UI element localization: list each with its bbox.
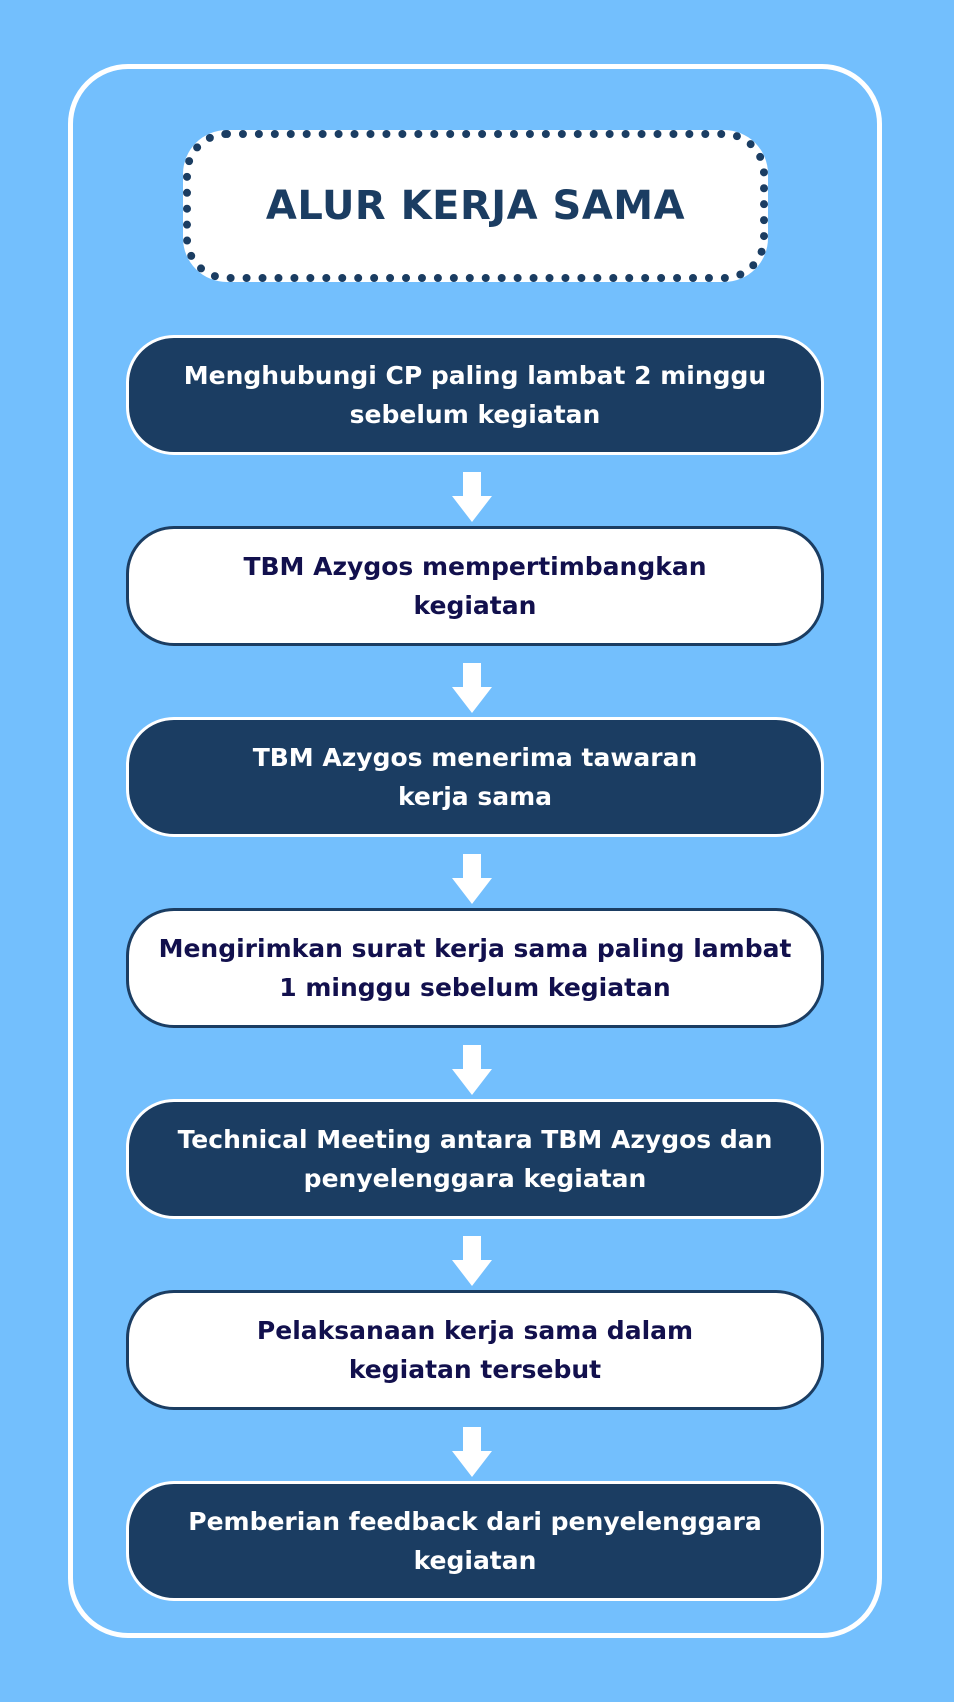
step-7-box (126, 1481, 824, 1601)
down-arrow-icon (452, 854, 492, 904)
step-6-box (126, 1290, 824, 1410)
step-5-box (126, 1099, 824, 1219)
step-2-box (126, 526, 824, 646)
step-5-text: Technical Meeting antara TBM Azygos dan penyelenggara kegiatan (177, 1125, 773, 1193)
flowchart-title: ALUR KERJA SAMA (265, 183, 686, 229)
step-7-text: Pemberian feedback dari penyelenggara kegiatan (188, 1507, 762, 1575)
down-arrow-icon (452, 1236, 492, 1286)
step-1-text: Menghubungi CP paling lambat 2 minggu sebelum kegiatan (183, 361, 767, 429)
step-4-text: Mengirimkan surat kerja sama paling lambat 1 minggu sebelum kegiatan (158, 934, 792, 1002)
step-1-box (126, 335, 824, 455)
step-6-text: Pelaksanaan kerja sama dalam kegiatan tersebut (256, 1316, 694, 1384)
down-arrow-icon (452, 663, 492, 713)
down-arrow-icon (452, 1045, 492, 1095)
step-3-text: TBM Azygos menerima tawaran kerja sama (252, 743, 698, 811)
step-4-box (126, 908, 824, 1028)
title-box (183, 130, 768, 282)
step-3-box (126, 717, 824, 837)
step-2-text: TBM Azygos mempertimbangkan kegiatan (243, 552, 707, 620)
down-arrow-icon (452, 472, 492, 522)
down-arrow-icon (452, 1427, 492, 1477)
